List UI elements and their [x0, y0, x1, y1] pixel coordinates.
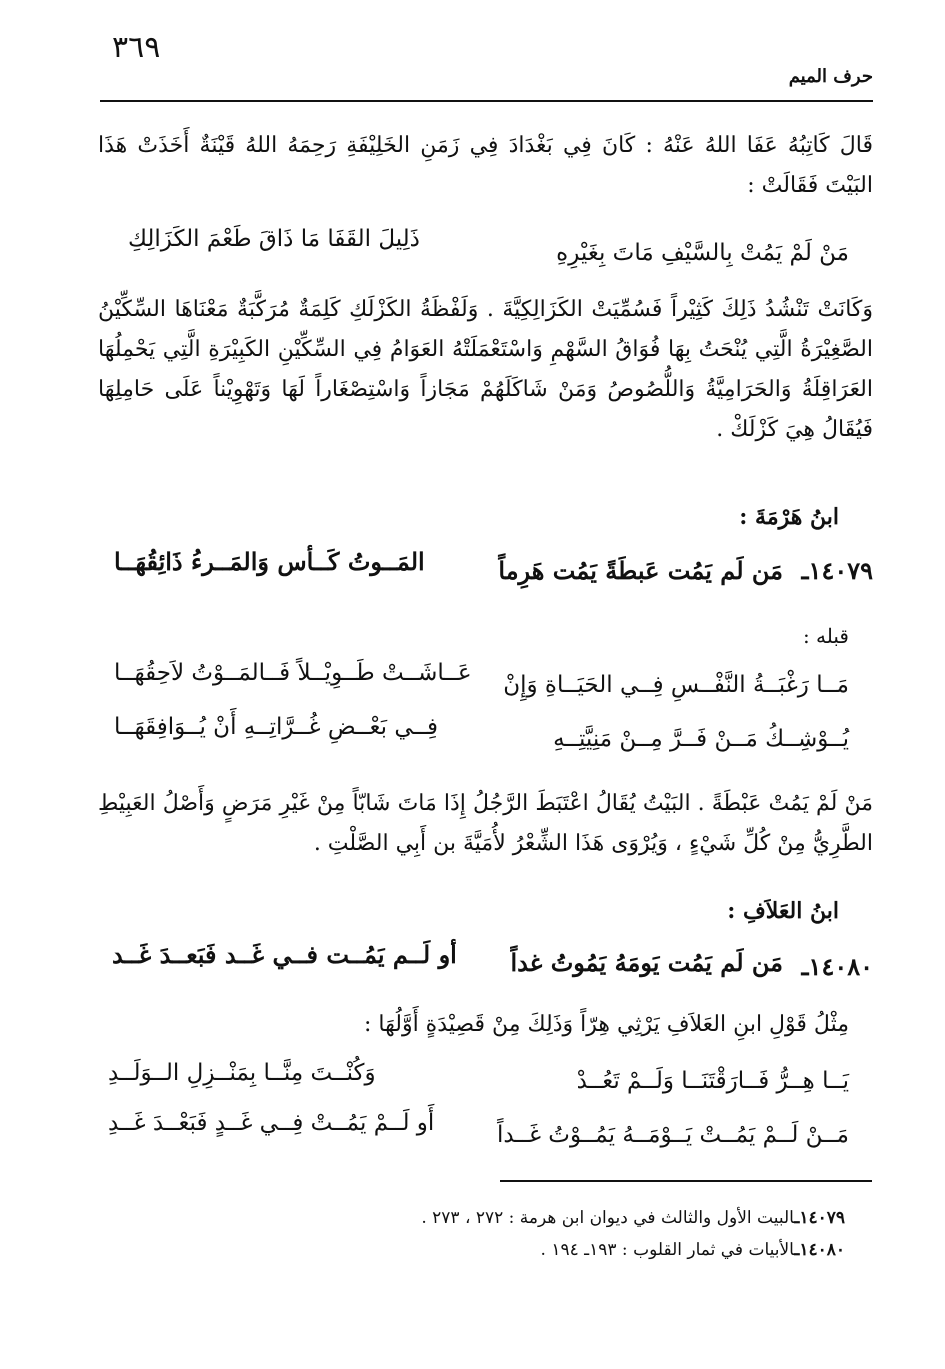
entry-14080-verse-second-hemistich: أو لَــم يَمُــت فــي غَــد فَبَعــدَ غَــد [112, 940, 457, 969]
context-verse-1-second-hemistich: عَــاشَــتْ طَــوِيْــلاً فَــالمَــوْتُ لاَحِقُهَــا [114, 660, 472, 686]
footnote-2-number: ١٤٠٨٠ـ [794, 1240, 845, 1260]
entry-number-14079: ١٤٠٧٩ـ [801, 556, 873, 585]
context-verse-1-first-hemistich: مَــا رَغْبَــةُ النَّفْــسِ فِــي الحَيَــاةِ وَإِنْ [503, 672, 849, 698]
intro-verse-first-hemistich: مَنْ لَمْ يَمُتْ بِالسَّيْفِ مَاتَ بِغَيْرِهِ [556, 240, 849, 266]
entry-14079-verse-second-hemistich: المَــوتُ كَــأس وَالمَــرءُ ذَائِقُهَــا [114, 547, 425, 576]
running-head: حرف الميم [788, 66, 873, 87]
entry-14079-verse-first-hemistich: مَن لَم يَمُت عَبطَةً يَمُت هَرِماً [498, 556, 783, 585]
page-number: ٣٦٩ [112, 30, 161, 65]
footnote-1-number: ١٤٠٧٩ـ [794, 1208, 845, 1228]
intro-paragraph-1: قَالَ كَاتِبُهُ عَفَا اللهُ عَنْهُ : كَانَ فِي بَغْدَادَ فِي زَمَنِ الخَلِيْفَةِ رَحِمَهُ اللهُ قَيْنَةٌ أَخَذَتْ هَذَا البَيْتَ فَقَالَتْ : [98, 133, 873, 198]
intro-verse-second-hemistich: ذَلِيلَ القَفَا مَا ذَاقَ طَعْمَ الكَزَالِكِ [128, 226, 420, 252]
intro-paragraph-2: وَكَانَتْ تَنْشُدُ ذَلِكَ كَثِيْراً فَسُمِّيَتْ الكَزَالِكِيَّةَ . وَلَفْظَةُ الكَزْلَكِ كَلِمَةٌ مُرَكَّبَةٌ مَعْنَاهَا السِّكِّيْنُ الصَّغِيْرَةُ الَّتِي يُنْحَتُ بِهَا فُوَاقُ السَّهْمِ وَاسْتَعْمَلَتْهُ العَوَامُ فِي السِّكِّيْنِ الكَبِيْرَةِ الَّتِي يَحْمِلُهَا العَرَاقِلَةُ وَالحَرَامِيَّةُ وَاللُّصُوصُ وَمَنْ شَاكَلَهُمْ مَجَازاً وَاسْتِصْغَاراً لَهَا وَتَهْوِيْناً عَلَى حَامِلِهَا فَيُقَالُ هِيَ كَزْلَكْ . [98, 297, 873, 442]
poet-heading-ibn-allaf: ابنُ العَلاَفِ : [727, 898, 839, 924]
entry-14080-verse-first-hemistich: مَن لَم يَمُت يَومَهُ يَمُوتُ غداً [510, 948, 783, 977]
context-verse-4-first-hemistich: مَــنْ لَــمْ يَمُــتْ يَــوْمَــهُ يَمُــوْتُ غَــداً [497, 1122, 849, 1148]
footnote-2-text: الأبيات في ثمار القلوب : ١٩٣ـ ١٩٤ . [540, 1240, 795, 1260]
footnote-1 [421, 1208, 845, 1228]
footnote-rule [500, 1180, 872, 1182]
header-rule [100, 100, 873, 102]
entry-number-14080: ١٤٠٨٠ـ [801, 952, 873, 981]
footnote-1-text: البيت الأول والثالث في ديوان ابن هرمة : ٢٧٢ ، ٢٧٣ . [421, 1208, 795, 1228]
context-verse-2-second-hemistich: فِــي بَعْــضِ غُــرَّاتِــهِ أَنْ يُــوَافِقَهَــا [114, 714, 438, 740]
before-label: قبله : [802, 624, 849, 648]
poet-heading-ibn-harma: ابنُ هَرْمَةَ : [739, 504, 839, 530]
context-verse-4-second-hemistich: أَو لَــمْ يَمُــتْ فِــي غَــدٍ فَبَعْــدَ غَــدِ [108, 1110, 435, 1136]
entry-14079-explanation: مَنْ لَمْ يَمُتْ عَبْطَةً . البَيْتُ يُقَالُ اعْتَبَطَ الرَّجُلُ إِذَا مَاتَ شَابّاً مِنْ غَيْرِ مَرَضٍ وَأَصْلُ العَبِيْطِ الطَّرِيُّ مِنْ كُلِّ شَيْءٍ ، وَيُرْوَى هَذَا الشِّعْرُ لأُمَيَّةَ بن أَبِي الصَّلْتِ . [98, 791, 873, 856]
context-verse-3-first-hemistich: يَــا هِــرُّ فَــارَقْتَنَــا وَلَــمْ تَعُــدْ [576, 1068, 849, 1094]
context-verse-3-second-hemistich: وَكُنْــتَ مِنَّــا بِمَنْــزِلِ الــوَلَــدِ [108, 1060, 376, 1086]
context-verse-2-first-hemistich: يُــوْشِــكُ مَــنْ فَــرَّ مِــنْ مَنِيَّتِــهِ [553, 726, 849, 752]
entry-14080-explanation: مِثْلُ قَوْلِ ابنِ العَلاَفِ يَرْثِي هِرّاً وَذَلِكَ مِنْ قَصِيْدَةٍ أَوَّلُهَا : [364, 1012, 849, 1037]
footnote-2 [541, 1240, 845, 1260]
